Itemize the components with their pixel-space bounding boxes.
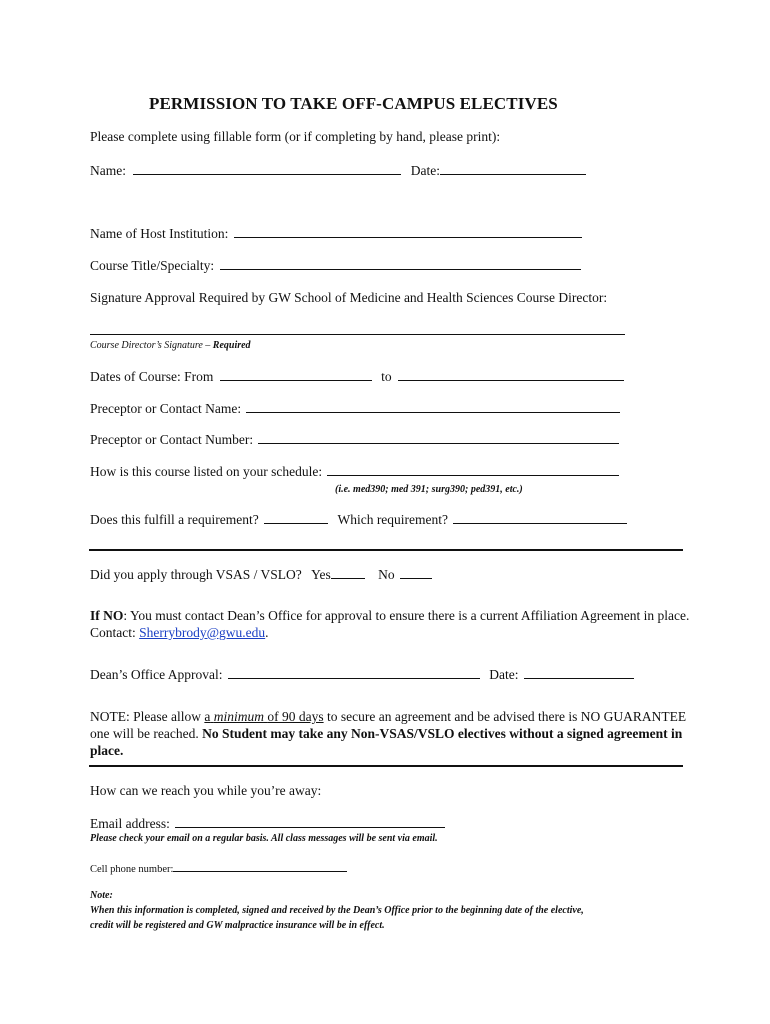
note-mid: to secure an agreement and be advised there is NO GUARANTEE one will be reached. bbox=[90, 709, 687, 741]
if-no-text: : You must contact Dean’s Office for approval to ensure there is a current Affiliation Agreement in place. Contact: bbox=[90, 608, 690, 640]
schedule-example: (i.e. med390; med 391; surg390; ped391, etc.) bbox=[335, 484, 523, 495]
which-requirement-field[interactable] bbox=[453, 511, 627, 524]
date-field[interactable] bbox=[440, 162, 586, 175]
course-title-field[interactable] bbox=[220, 257, 581, 270]
deans-approval-field[interactable] bbox=[228, 666, 480, 679]
name-row bbox=[90, 162, 586, 179]
preceptor-number-label: Preceptor or Contact Number: bbox=[90, 432, 254, 447]
divider-bottom bbox=[89, 765, 683, 767]
cell-row bbox=[90, 861, 347, 875]
preceptor-name-field[interactable] bbox=[246, 400, 620, 413]
note-of: of 90 days bbox=[267, 709, 324, 724]
deans-date-label: Date: bbox=[489, 667, 519, 682]
schedule-field[interactable] bbox=[327, 463, 619, 476]
email-label: Email address: bbox=[90, 816, 170, 831]
email-row bbox=[90, 815, 445, 832]
dates-to-field[interactable] bbox=[398, 368, 624, 381]
requirement-field[interactable] bbox=[264, 511, 328, 524]
host-institution-field[interactable] bbox=[234, 225, 582, 238]
dates-label: Dates of Course: From bbox=[90, 369, 214, 384]
to-label: to bbox=[381, 369, 392, 384]
note-bold: No Student may take any Non-VSAS/VSLO electives without a signed agreement in place. bbox=[90, 726, 683, 758]
dates-row bbox=[90, 368, 624, 385]
director-required: Required bbox=[212, 340, 251, 351]
yes-label: Yes bbox=[311, 567, 331, 582]
dates-from-field[interactable] bbox=[220, 368, 372, 381]
footer-note-line2: credit will be registered and GW malpractice insurance will be in effect. bbox=[90, 920, 385, 931]
no-field[interactable] bbox=[400, 566, 432, 579]
vsas-label: Did you apply through VSAS / VSLO? bbox=[90, 567, 302, 582]
requirement-label: Does this fulfill a requirement? bbox=[90, 512, 259, 527]
host-label: Name of Host Institution: bbox=[90, 226, 229, 241]
footer-note-title: Note: bbox=[90, 890, 113, 901]
note-prefix: NOTE: Please allow bbox=[90, 709, 205, 724]
if-no-prefix: If NO bbox=[90, 608, 124, 623]
preceptor-name-label: Preceptor or Contact Name: bbox=[90, 401, 242, 416]
requirement-row bbox=[90, 511, 627, 528]
contact-email-link[interactable]: Sherrybrody@gwu.edu bbox=[139, 625, 266, 640]
host-row bbox=[90, 225, 582, 242]
director-caption-text: Course Director’s Signature – bbox=[90, 340, 213, 351]
preceptor-name-row bbox=[90, 400, 620, 417]
footer-note-line1: When this information is completed, signed and received by the Dean’s Office prior to the beginning date of the elective, bbox=[90, 905, 584, 916]
note-minimum: minimum bbox=[213, 709, 264, 724]
deans-label: Dean’s Office Approval: bbox=[90, 667, 223, 682]
course-title-label: Course Title/Specialty: bbox=[90, 258, 215, 273]
yes-field[interactable] bbox=[331, 566, 365, 579]
cell-phone-field[interactable] bbox=[173, 861, 347, 872]
name-label: Name: bbox=[90, 163, 126, 178]
page-title: PERMISSION TO TAKE OFF-CAMPUS ELECTIVES bbox=[149, 94, 558, 113]
which-label: Which requirement? bbox=[337, 512, 449, 527]
date-label: Date: bbox=[410, 163, 440, 178]
name-field[interactable] bbox=[133, 162, 401, 175]
note-paragraph bbox=[90, 708, 690, 759]
schedule-label: How is this course listed on your schedule: bbox=[90, 464, 323, 479]
schedule-row bbox=[90, 463, 619, 480]
email-field[interactable] bbox=[175, 815, 445, 828]
preceptor-number-field[interactable] bbox=[258, 431, 619, 444]
cell-label: Cell phone number: bbox=[90, 864, 174, 875]
instructions-text: Please complete using fillable form (or if completing by hand, please print): bbox=[90, 129, 501, 144]
note-a: a bbox=[204, 709, 211, 724]
email-note: Please check your email on a regular basis. All class messages will be sent via email. bbox=[90, 833, 438, 844]
course-title-row bbox=[90, 257, 581, 274]
if-no-paragraph: If NO: You must contact Dean’s Office for approval to ensure there is a current Affiliation Agreement in place. Contact: Sherrybrody@gwu.edu. bbox=[90, 608, 690, 640]
signature-approval-text: Signature Approval Required by GW School of Medicine and Health Sciences Course Director: bbox=[90, 290, 608, 305]
director-caption bbox=[90, 340, 251, 351]
director-signature-field[interactable] bbox=[90, 334, 625, 335]
reach-label: How can we reach you while you’re away: bbox=[90, 783, 322, 798]
vsas-row bbox=[90, 566, 432, 583]
deans-row bbox=[90, 666, 634, 683]
deans-date-field[interactable] bbox=[524, 666, 634, 679]
no-label: No bbox=[378, 567, 395, 582]
divider-top bbox=[89, 549, 683, 551]
preceptor-number-row bbox=[90, 431, 619, 448]
